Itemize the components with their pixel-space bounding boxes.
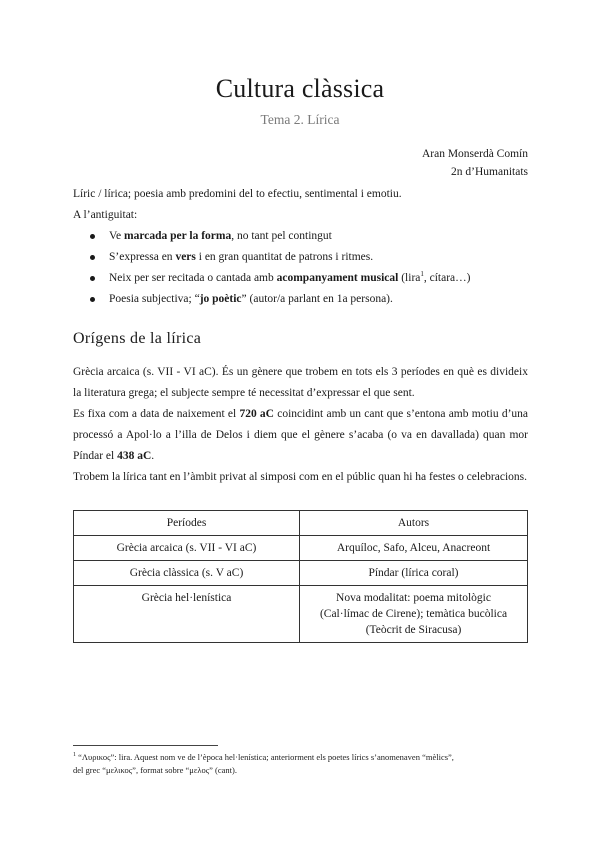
- bullet-item: Ve marcada per la forma, no tant pel contingut: [73, 226, 528, 247]
- intro-section: [73, 184, 528, 310]
- lyric-definition: Líric / lírica; poesia amb predomini del to efectiu, sentimental i emotiu.: [73, 188, 402, 200]
- period-cell: Grècia hel·lenística: [74, 586, 300, 643]
- column-header-authors: Autors: [300, 511, 528, 536]
- periods-authors-table: [73, 510, 528, 643]
- table-row: [74, 536, 528, 561]
- authors-cell: Píndar (lírica coral): [300, 561, 528, 586]
- origins-paragraph-3: Trobem la lírica tant en l’àmbit privat al simposi com en el públic quan hi ha festes o celebracions.: [73, 471, 528, 483]
- table-header-row: [74, 511, 528, 536]
- origins-paragraph-2: Es fixa com a data de naixement el 720 aC coincidint amb un cant que s’entona amb motiu d’una processó a Apol·lo a l’illa de Delos i diem que el gènere s’acaba (o va en davallada) quan mor Píndar el 438 aC.: [73, 408, 529, 462]
- footnote-separator: [73, 745, 218, 746]
- table-row: [74, 586, 528, 643]
- table-row: [74, 561, 528, 586]
- origins-paragraph-1: Grècia arcaica (s. VII - VI aC). És un gènere que trobem en tots els 3 períodes en què es divideix la literatura grega; el subjecte sempre té necessitat d’expressar el que sent.: [73, 366, 528, 399]
- column-header-periods: Períodes: [74, 511, 300, 536]
- footnote: $^1$ “Λυρικος”: lira. Aquest nom ve de l’època hel·lenística; anteriorment els poetes lírics s’anomenaven “mèlics”, del grec “μελικος”, format sobre “μελος” (cant).: [73, 752, 454, 775]
- page-title: Cultura clàssica: [215, 74, 385, 103]
- author-name: Aran Monserdà Comín: [421, 148, 528, 160]
- section-heading-origins: Orígens de la lírica: [73, 330, 202, 347]
- period-cell: Grècia clàssica (s. V aC): [74, 561, 300, 586]
- footnote-number: 1: [73, 752, 76, 759]
- author-class: 2n d’Humanitats: [451, 166, 528, 178]
- bullet-item: S’expressa en vers i en gran quantitat de patrons i ritmes.: [73, 247, 528, 268]
- antiquity-bullet-list: [73, 226, 528, 310]
- bullet-item: Poesia subjectiva; “jo poètic” (autor/a parlant en 1a persona).: [73, 289, 528, 310]
- author-block: [422, 145, 528, 181]
- page-subtitle: Tema 2. Lírica: [260, 112, 340, 127]
- antiquity-label: A l’antiguitat:: [73, 209, 138, 221]
- footnote-reference[interactable]: 1: [420, 270, 424, 279]
- bullet-item: Neix per ser recitada o cantada amb acompanyament musical (lira$^1$, cítara…): [73, 268, 528, 289]
- origins-section: [73, 362, 528, 488]
- authors-cell: Arquíloc, Safo, Alceu, Anacreont: [300, 536, 528, 561]
- period-cell: Grècia arcaica (s. VII - VI aC): [74, 536, 300, 561]
- authors-cell: Nova modalitat: poema mitològic (Cal·límac de Cirene); temàtica bucòlica (Teòcrit de Siracusa): [300, 586, 528, 643]
